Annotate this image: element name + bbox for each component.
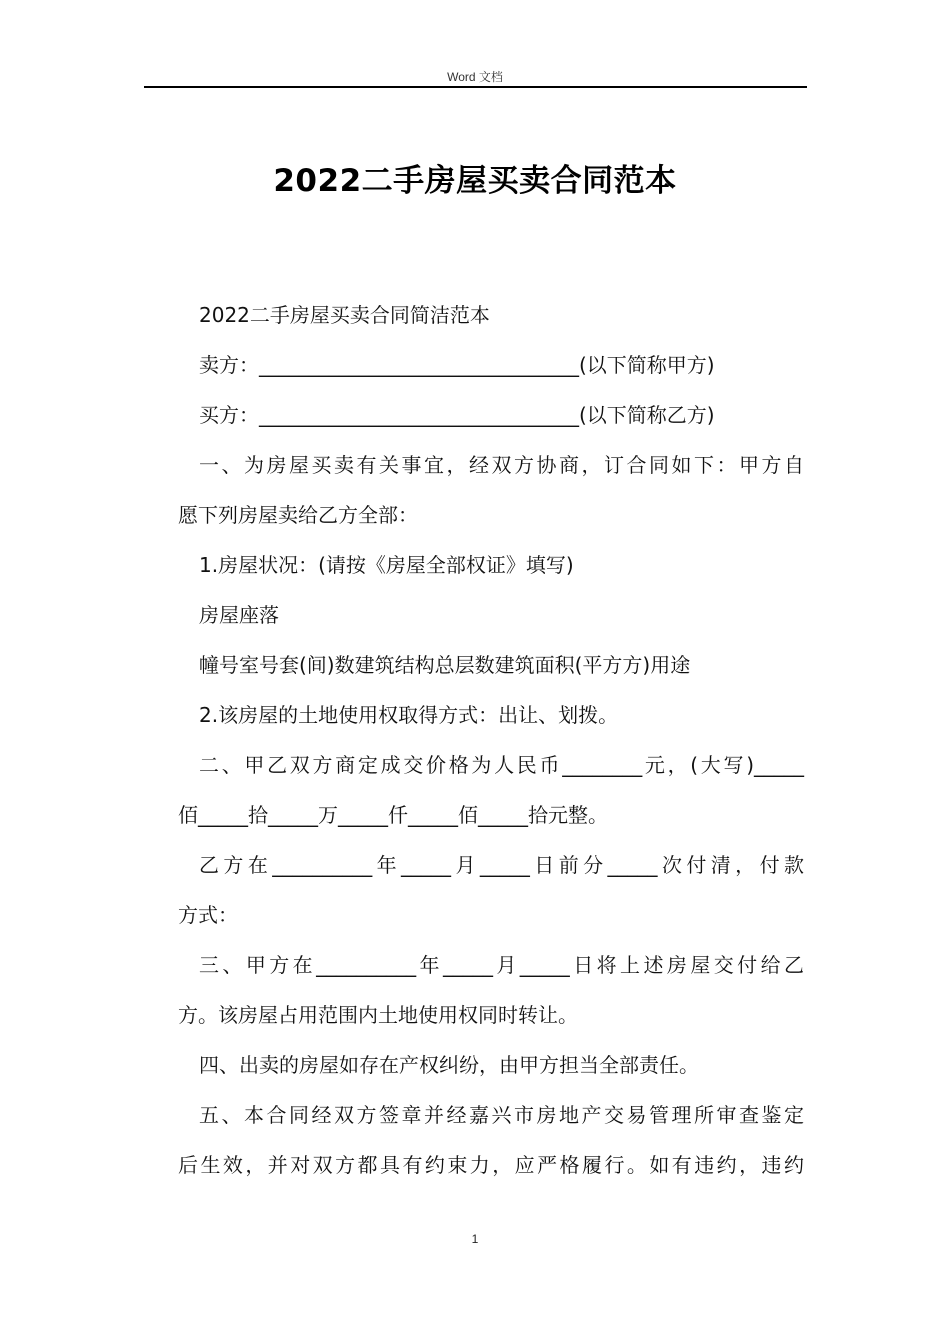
paragraph-line: 房屋座落 bbox=[199, 603, 279, 627]
paragraph-line: 四、出卖的房屋如存在产权纠纷，由甲方担当全部责任。 bbox=[199, 1053, 699, 1077]
paragraph-line: 方式： bbox=[178, 903, 238, 927]
paragraph-line: 2.该房屋的土地使用权取得方式：出让、划拨。 bbox=[199, 703, 619, 727]
paragraph-line: 2022二手房屋买卖合同简洁范本 bbox=[199, 303, 490, 327]
paragraph-line: 愿下列房屋卖给乙方全部： bbox=[178, 503, 418, 527]
header-divider bbox=[144, 86, 807, 88]
paragraph-line: 佰_____拾_____万_____仟_____佰_____拾元整。 bbox=[178, 803, 608, 827]
paragraph-line: 方。该房屋占用范围内土地使用权同时转让。 bbox=[178, 1003, 578, 1027]
page-header: Word 文档 bbox=[447, 70, 503, 84]
paragraph-line: 幢号室号套(间)数建筑结构总层数建筑面积(平方方)用途 bbox=[199, 653, 691, 677]
paragraph-line: 一、为房屋买卖有关事宜，经双方协商，订合同如下：甲方自 bbox=[199, 453, 804, 477]
paragraph-line: 买方：________________________________(以下简称乙方) bbox=[199, 403, 715, 427]
paragraph-line: 乙方在__________年_____月_____日前分_____次付清，付款 bbox=[199, 853, 804, 877]
paragraph-line: 二、甲乙双方商定成交价格为人民币________元，(大写)_____ bbox=[199, 753, 804, 777]
page-number: 1 bbox=[471, 1232, 479, 1246]
document-title: 2022二手房屋买卖合同范本 bbox=[273, 163, 677, 199]
paragraph-line: 后生效，并对双方都具有约束力，应严格履行。如有违约，违约 bbox=[178, 1153, 804, 1177]
paragraph-line: 三、甲方在__________年_____月_____日将上述房屋交付给乙 bbox=[199, 953, 804, 977]
paragraph-line: 卖方：________________________________(以下简称甲方) bbox=[199, 353, 715, 377]
paragraph-line: 五、本合同经双方签章并经嘉兴市房地产交易管理所审查鉴定 bbox=[199, 1103, 804, 1127]
paragraph-line: 1.房屋状况：(请按《房屋全部权证》填写) bbox=[199, 553, 574, 577]
